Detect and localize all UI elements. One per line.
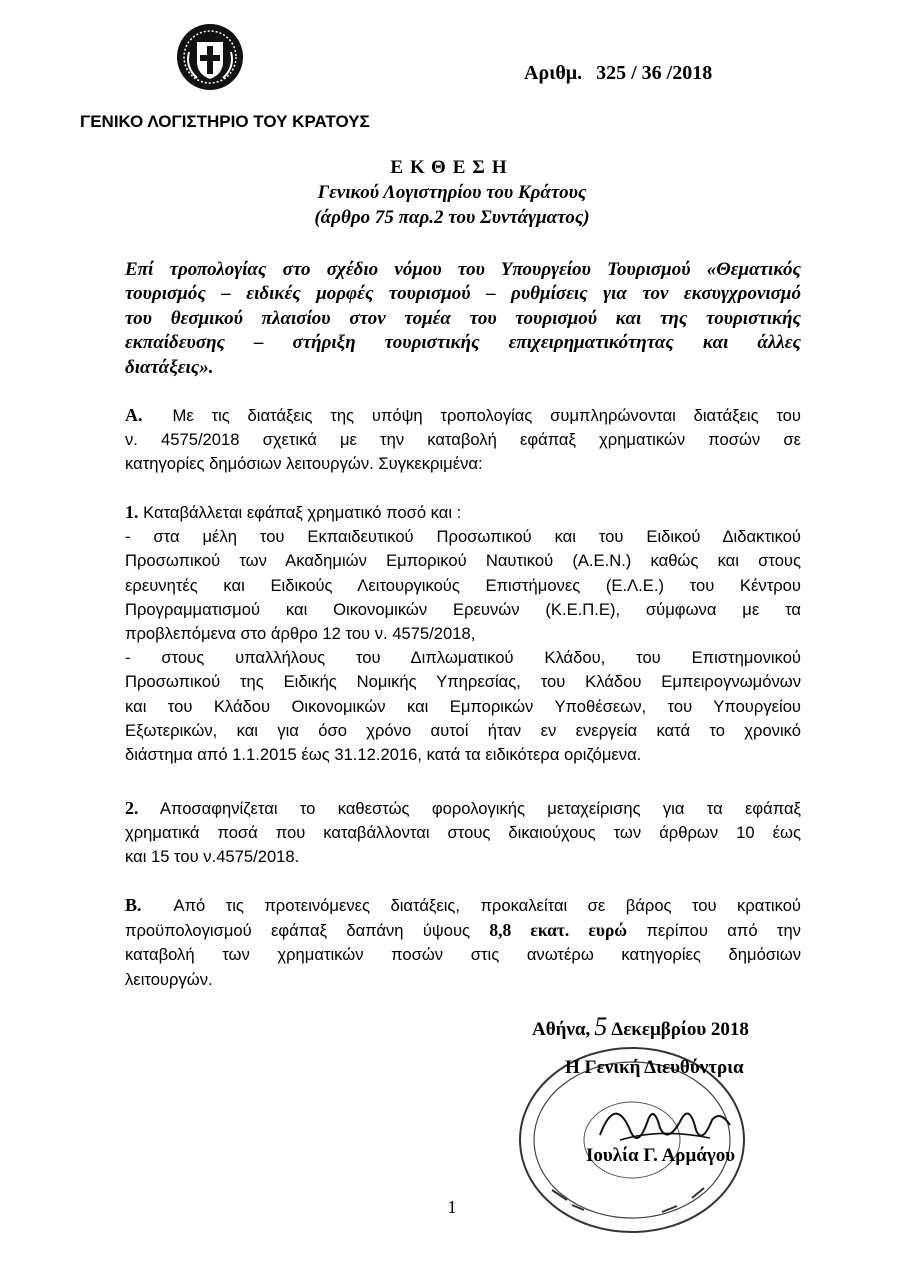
handwritten-day: 5 <box>594 1012 608 1041</box>
section-a-paragraph: Α. Με τις διατάξεις της υπόψη τροπολογίας συμπληρώνονται διατάξεις του ν. 4575/2018 σχετικά με την καταβολή εφάπαξ χρηματικών ποσών σε κατηγορίες δημόσιων λειτουργών. Συγκεκριμένα: <box>125 405 801 474</box>
page-number: 1 <box>447 1197 457 1217</box>
report-legal-basis: (άρθρο 75 παρ.2 του Συντάγματος) <box>314 207 590 228</box>
signatory-name: Ιουλία Γ. Αρμάγου <box>586 1145 736 1166</box>
report-subtitle: Γενικού Λογιστηρίου του Κράτους <box>317 182 587 203</box>
section-a-marker: Α. <box>125 405 143 425</box>
cost-amount: 8,8 εκατ. ευρώ <box>489 920 628 941</box>
section-b-marker: Β. <box>125 895 142 915</box>
item-1-paragraph: 1. Καταβάλλεται εφάπαξ χρηματικό ποσό και : - στα μέλη του Εκπαιδευτικού Προσωπικού και του Ειδικού Διδακτικού Προσωπικού των Ακαδημιών Εμπορικού Ναυτικού (Α.Ε.Ν.) καθώς και στους ερευνητές και Ειδικούς Λειτουργικούς Επιστήμονες (Ε.Λ.Ε.) του Κέντρου Προγραμματισμού και Οικονομικών Ερευνών (Κ.Ε.Π.Ε), σύμφωνα με τα προβλεπόμενα στο άρθρο 12 του ν. 4575/2018, - στους υπαλλήλους του Διπλωματικού Κλάδου, του Επιστημονικού Προσωπικού της Ειδικής Νομικής Υπηρεσίας, του Κλάδου Εμπειρογνωμόνων και του Κλάδου Οικονομικών και Εμπορικών Υποθέσεων, του Υπουργείου Εξωτερικών, και για όσο χρόνο αυτοί ήταν εν ενεργεία κατά το χρονικό διάστημα από 1.1.2015 έως 31.12.2016, κατά τα ειδικότερα οριζόμενα. <box>125 502 801 765</box>
reference-number: Αριθμ. 325 / 36 /2018 <box>524 62 713 84</box>
subject-paragraph: Επί τροπολογίας στο σχέδιο νόμου του Υπουργείου Τουρισμού «Θεματικός τουρισμός – ειδικές μορφές τουρισμού – ρυθμίσεις για τον εκσυγχρονισμό του θεσμικού πλαισίου στον τομέα του τουρισμού και της τουριστικής εκπαίδευσης – στήριξη τουριστικής επιχειρηματικότητας και άλλες διατάξεις». <box>125 259 801 378</box>
item-1-marker: 1. <box>125 502 139 522</box>
section-b-paragraph: Β. Από τις προτεινόμενες διατάξεις, προκαλείται σε βάρος του κρατικού προϋπολογισμού εφάπαξ δαπάνη ύψους 8,8 εκατ. ευρώ περίπου από την καταβολή των χρηματικών ποσών στις ανωτέρω κατηγορίες δημόσιων λειτουργών. <box>125 895 801 989</box>
greek-emblem-icon <box>175 22 245 92</box>
signatory-title: Η Γενική Διευθύντρια <box>565 1057 744 1078</box>
place-and-date: Αθήνα, 5 Δεκεμβρίου 2018 <box>532 1012 749 1041</box>
item-2-marker: 2. <box>125 798 139 818</box>
report-title: ΕΚΘΕΣΗ <box>390 157 514 178</box>
report-heading <box>0 155 904 230</box>
issuing-agency: ΓΕΝΙΚΟ ΛΟΓΙΣΤΗΡΙΟ ΤΟΥ ΚΡΑΤΟΥΣ <box>80 112 370 131</box>
item-2-paragraph: 2. Αποσαφηνίζεται το καθεστώς φορολογικής μεταχείρισης για τα εφάπαξ χρηματικά ποσά που καταβάλλονται στους δικαιούχους των άρθρων 10 έως και 15 του ν.4575/2018. <box>125 798 801 867</box>
